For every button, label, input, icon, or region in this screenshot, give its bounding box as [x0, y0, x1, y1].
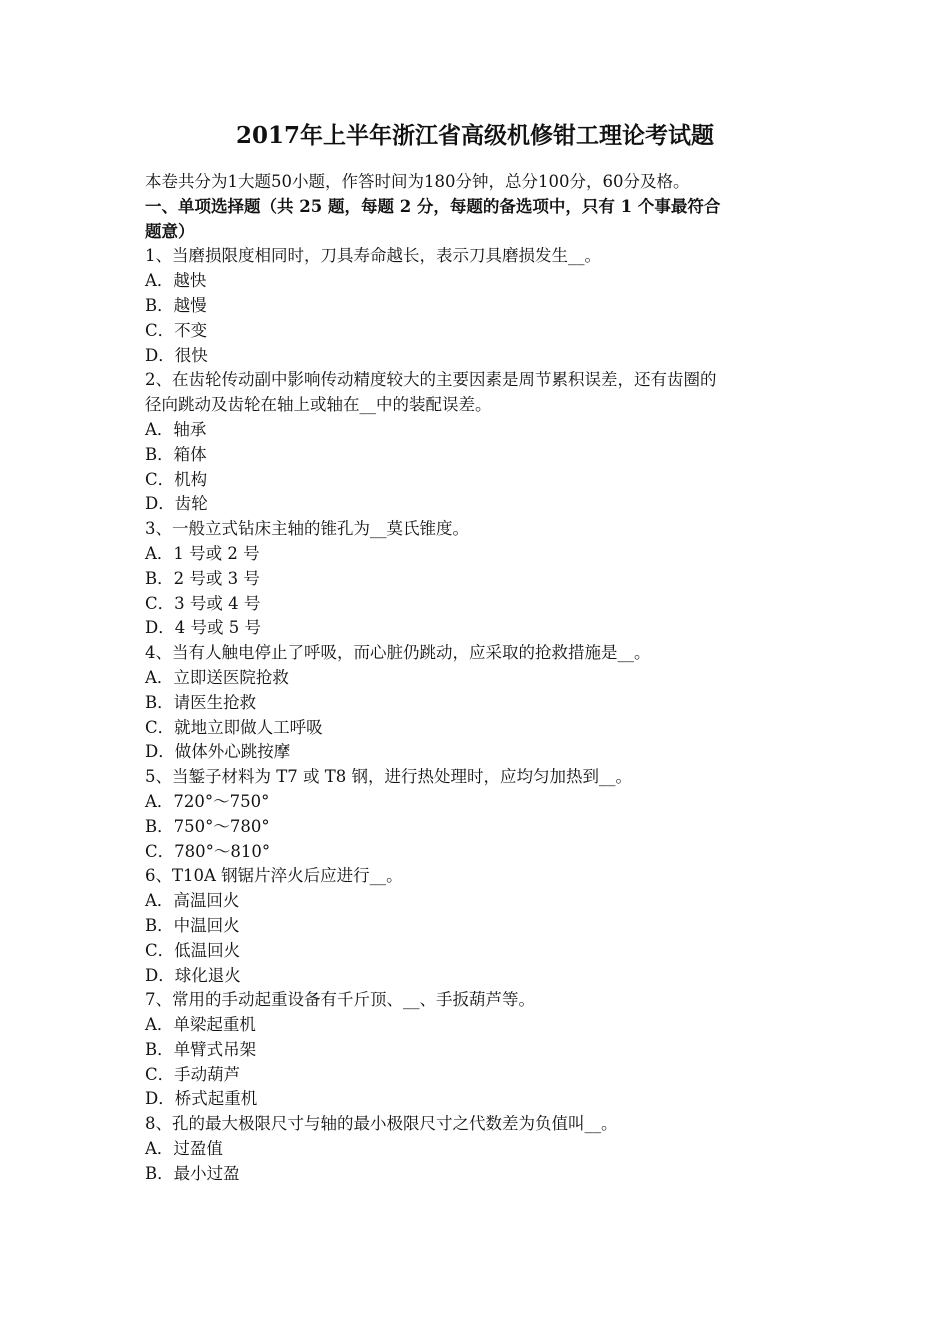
question-list — [145, 244, 815, 1186]
answer-option: A．单梁起重机 — [145, 1015, 256, 1035]
answer-option: A．720°～750° — [145, 791, 270, 811]
answer-option: D．很快 — [145, 345, 208, 365]
section-heading-line-1: 一、单项选择题（共 25 题，每题 2 分，每题的备选项中，只有 1 个事最符合 — [145, 196, 721, 216]
answer-option: C．机构 — [145, 469, 208, 489]
question-2 — [145, 368, 815, 517]
answer-option: C．不变 — [145, 320, 208, 340]
answer-option: D．齿轮 — [145, 494, 208, 514]
question-stem: 6、T10A 钢锯片淬火后应进行__。 — [145, 866, 403, 886]
question-7 — [145, 988, 815, 1112]
question-6 — [145, 864, 815, 988]
answer-option: B．越慢 — [145, 295, 207, 315]
document-page — [145, 118, 815, 1187]
question-stem: 径向跳动及齿轮在轴上或轴在__中的装配误差。 — [145, 395, 492, 415]
answer-option: C．就地立即做人工呼吸 — [145, 717, 323, 737]
question-stem: 7、常用的手动起重设备有千斤顶、__、手扳葫芦等。 — [145, 990, 535, 1010]
exam-intro: 本卷共分为1大题50小题，作答时间为180分钟，总分100分，60分及格。 — [145, 172, 690, 191]
answer-option: A．1 号或 2 号 — [145, 543, 260, 563]
question-stem: 5、当錾子材料为 T7 或 T8 钢，进行热处理时，应均匀加热到__。 — [145, 767, 632, 787]
answer-option: C．780°～810° — [145, 841, 271, 861]
answer-option: D．桥式起重机 — [145, 1089, 258, 1109]
answer-option: B．中温回火 — [145, 915, 240, 935]
answer-option: B．750°～780° — [145, 816, 270, 836]
answer-option: D．做体外心跳按摩 — [145, 742, 291, 762]
question-1 — [145, 244, 815, 368]
answer-option: A．过盈值 — [145, 1139, 223, 1159]
answer-option: A．高温回火 — [145, 891, 240, 911]
answer-option: C．3 号或 4 号 — [145, 593, 261, 613]
answer-option: A．立即送医院抢救 — [145, 667, 289, 687]
answer-option: C．低温回火 — [145, 940, 241, 960]
question-stem: 2、在齿轮传动副中影响传动精度较大的主要因素是周节累积误差，还有齿圈的 — [145, 370, 717, 390]
answer-option: D．4 号或 5 号 — [145, 618, 261, 638]
question-8 — [145, 1112, 815, 1186]
answer-option: B．箱体 — [145, 444, 207, 464]
document-title: 2017年上半年浙江省高级机修钳工理论考试题 — [235, 122, 714, 149]
answer-option: B．2 号或 3 号 — [145, 568, 260, 588]
answer-option: D．球化退火 — [145, 965, 241, 985]
answer-option: C．手动葫芦 — [145, 1064, 241, 1084]
answer-option: A．轴承 — [145, 419, 207, 439]
question-stem: 1、当磨损限度相同时，刀具寿命越长，表示刀具磨损发生__。 — [145, 246, 601, 266]
question-stem: 8、孔的最大极限尺寸与轴的最小极限尺寸之代数差为负值叫__。 — [145, 1114, 618, 1134]
question-stem: 4、当有人触电停止了呼吸，而心脏仍跳动，应采取的抢救措施是__。 — [145, 643, 651, 663]
question-5 — [145, 765, 815, 864]
answer-option: B．最小过盈 — [145, 1163, 240, 1183]
section-heading-line-2: 题意） — [145, 221, 195, 241]
answer-option: B．单臂式吊架 — [145, 1039, 257, 1059]
question-stem: 3、一般立式钻床主轴的锥孔为__莫氏锥度。 — [145, 519, 469, 539]
answer-option: A．越快 — [145, 271, 207, 291]
question-3 — [145, 517, 815, 641]
answer-option: B．请医生抢救 — [145, 692, 257, 712]
question-4 — [145, 641, 815, 765]
